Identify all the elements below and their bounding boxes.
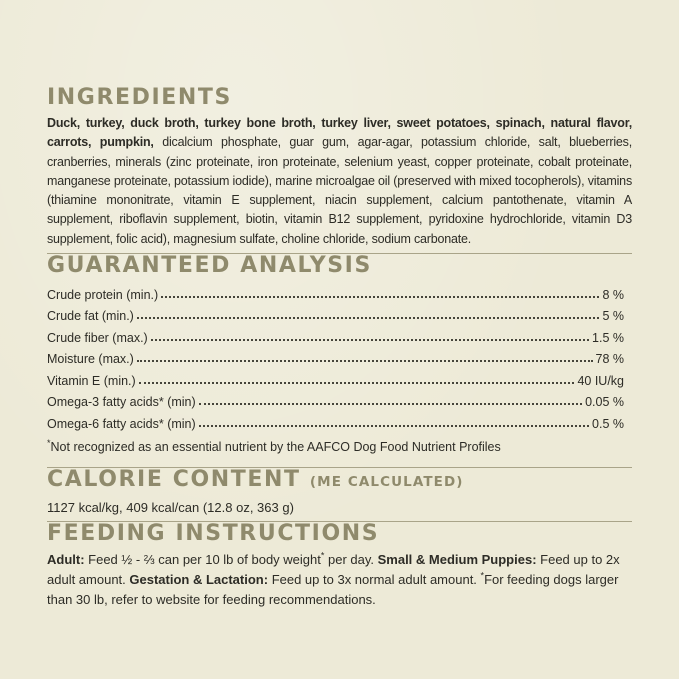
analysis-row xyxy=(47,302,624,324)
analysis-table xyxy=(47,280,632,431)
text-segment: Not recognized as an essential nutrient by the AAFCO Dog Food Nutrient Profiles xyxy=(50,439,501,454)
bold-text-segment: Adult: xyxy=(47,552,85,568)
dot-leader xyxy=(139,382,575,384)
dot-leader xyxy=(137,360,593,362)
text-segment: per day. xyxy=(324,552,378,568)
calorie-values: 1127 kcal/kg, 409 kcal/can (12.8 oz, 363 g) xyxy=(47,500,294,516)
analysis-label: Vitamin E (min.) xyxy=(47,373,136,388)
bold-text-segment: Duck, turkey, duck broth, turkey bone broth, turkey liver, sweet potatoes, spinach, natural flavor, carrots, pumpkin, xyxy=(47,116,632,150)
text-segment: dicalcium phosphate, guar gum, agar-agar, potassium chloride, salt, blueberries, cranberries, minerals (zinc proteinate, iron proteinate, selenium yeast, copper proteinate, cobalt proteinate, manganese proteinate, potassium iodide), marine microalgae oil (preserved with mixed tocopherols), vitamins (thiamine mononitrate, vitamin E supplement, niacin supplement, calcium pantothenate, vitamin A supplement, riboflavin supplement, biotin, vitamin B12 supplement, pyridoxine hydrochloride, vitamin D3 supplement, folic acid), magnesium sulfate, choline chloride, sodium carbonate. xyxy=(47,135,633,246)
analysis-row xyxy=(47,366,624,388)
text-segment: For feeding dogs larger than 30 lb, refer to website for feeding recommendations. xyxy=(47,572,619,608)
guaranteed-analysis-section xyxy=(47,254,632,455)
label-content xyxy=(47,86,632,610)
analysis-row xyxy=(47,323,624,345)
bold-text-segment: Small & Medium Puppies: xyxy=(377,552,537,568)
feeding-instructions-heading: FEEDING INSTRUCTIONS xyxy=(47,521,380,547)
ingredients-section xyxy=(47,86,632,249)
text-segment: Feed ½ - ⅔ can per 10 lb of body weight xyxy=(84,552,321,568)
analysis-label: Omega-6 fatty acids* (min) xyxy=(47,416,196,431)
analysis-value: 8 % xyxy=(602,287,624,302)
analysis-label: Omega-3 fatty acids* (min) xyxy=(47,395,196,410)
calorie-content-heading xyxy=(47,468,632,494)
analysis-footnote xyxy=(47,439,632,455)
analysis-value: 0.5 % xyxy=(592,416,624,431)
dot-leader xyxy=(199,425,589,427)
analysis-row xyxy=(47,388,624,410)
feeding-instructions-text xyxy=(47,550,632,610)
feeding-instructions-section xyxy=(47,522,632,610)
me-calculated-label: (ME CALCULATED) xyxy=(309,474,464,491)
analysis-label: Crude protein (min.) xyxy=(47,287,159,302)
dot-leader xyxy=(151,339,589,341)
text-segment: Feed up to 2x adult amount. xyxy=(47,552,620,588)
analysis-value: 0.05 % xyxy=(585,395,624,410)
dot-leader xyxy=(161,296,599,298)
analysis-label: Moisture (max.) xyxy=(47,352,134,367)
dot-leader xyxy=(199,403,582,405)
analysis-label: Crude fat (min.) xyxy=(47,309,134,324)
superscript-marker: * xyxy=(480,570,485,581)
analysis-value: 40 IU/kg xyxy=(577,373,624,388)
ingredients-text xyxy=(47,114,632,249)
analysis-value: 78 % xyxy=(595,352,624,367)
dot-leader xyxy=(137,317,600,319)
text-segment: Feed up to 3x normal adult amount. xyxy=(268,572,481,588)
superscript-marker: * xyxy=(47,437,51,448)
calorie-content-title: CALORIE CONTENT xyxy=(47,467,301,493)
analysis-row xyxy=(47,345,624,367)
guaranteed-analysis-heading: GUARANTEED ANALYSIS xyxy=(47,253,372,279)
analysis-row xyxy=(47,280,624,302)
analysis-row xyxy=(47,409,624,431)
analysis-label: Crude fiber (max.) xyxy=(47,330,148,345)
calorie-content-section xyxy=(47,468,632,517)
bold-text-segment: Gestation & Lactation: xyxy=(129,572,269,588)
analysis-value: 1.5 % xyxy=(592,330,624,345)
superscript-marker: * xyxy=(320,550,325,561)
analysis-value: 5 % xyxy=(602,309,624,324)
ingredients-heading: INGREDIENTS xyxy=(47,85,232,110)
